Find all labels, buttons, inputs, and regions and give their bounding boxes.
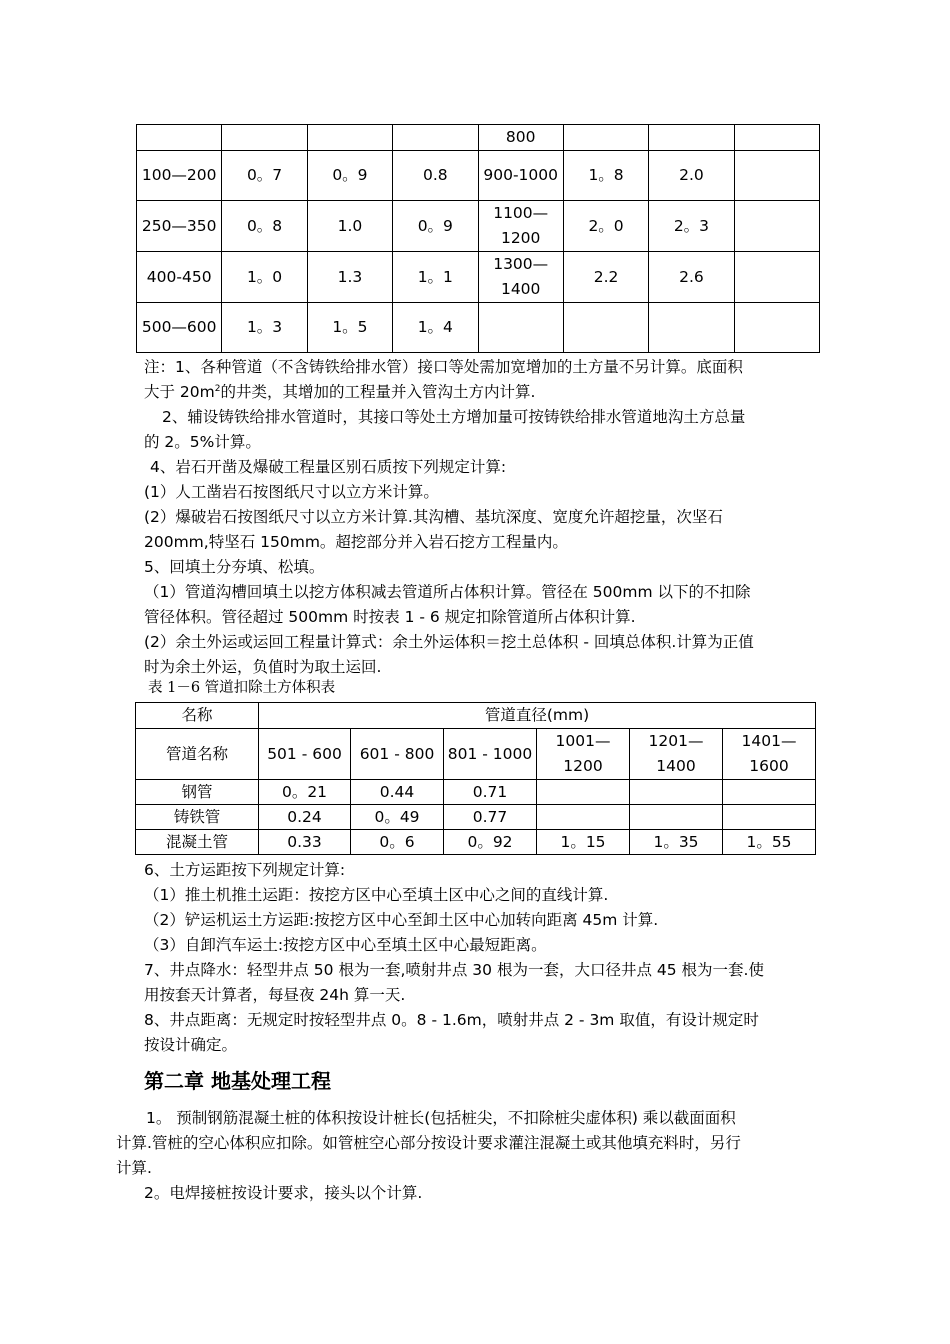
table-cell (734, 303, 819, 353)
table-cell: 1。3 (222, 303, 307, 353)
table-cell: 0。7 (222, 151, 307, 201)
note-2-line-2: 的 2。5%计算。 (144, 433, 261, 451)
table-cell: 1。55 (723, 830, 816, 855)
table-cell (734, 201, 819, 252)
table-cell: 0.24 (259, 805, 351, 830)
table-cell: 2。3 (649, 201, 734, 252)
table-cell: 250—350 (137, 201, 222, 252)
table-cell: 1300—1400 (478, 252, 563, 303)
table-row (136, 780, 816, 805)
table-row (137, 303, 820, 353)
table-cell (537, 780, 630, 805)
item-5-1-line-1: （1）管道沟槽回填土以挖方体积减去管道所占体积计算。管径在 500mm 以下的不扣除 (144, 583, 751, 601)
table-row (137, 252, 820, 303)
table-cell: 0.8 (393, 151, 478, 201)
table-cell (723, 780, 816, 805)
table-cell (393, 125, 478, 151)
chapter2-item-1-line-2: 计算.管桩的空心体积应扣除。如管桩空心部分按设计要求灌注混凝土或其他填充料时，另行 (116, 1134, 741, 1152)
table-cell: 100—200 (137, 151, 222, 201)
chapter2-item-2: 2。电焊接桩按设计要求，接头以个计算. (144, 1184, 423, 1202)
table-caption: 表 1－6 管道扣除土方体积表 (148, 680, 336, 696)
table-cell: 0.71 (444, 780, 537, 805)
table-cell: 1.0 (307, 201, 392, 252)
item-7-line-2: 用按套天计算者，每昼夜 24h 算一天. (144, 986, 406, 1004)
table-cell: 2.0 (649, 151, 734, 201)
note-2-line-1: 2、辅设铸铁给排水管道时，其接口等处土方增加量可按铸铁给排水管道地沟土方总量 (162, 408, 746, 426)
note-1-line-1: 注：1、各种管道（不含铸铁给排水管）接口等处需加宽增加的土方量不另计算。底面积 (144, 358, 743, 376)
table-cell: 0.77 (444, 805, 537, 830)
pipe-name-cell: 钢管 (136, 780, 259, 805)
table-cell: 800 (478, 125, 563, 151)
table-cell (630, 805, 723, 830)
header-name: 名称 (136, 703, 259, 729)
table-cell (649, 303, 734, 353)
pipe-name-cell: 铸铁管 (136, 805, 259, 830)
table-cell (563, 303, 648, 353)
table-cell (630, 780, 723, 805)
item-6: 6、土方运距按下列规定计算: (144, 861, 346, 879)
item-7-line-1: 7、井点降水：轻型井点 50 根为一套,喷射井点 30 根为一套，大口径井点 45 根为一套.使 (144, 961, 764, 979)
item-4-1: (1）人工凿岩石按图纸尺寸以立方米计算。 (144, 483, 439, 501)
table-cell: 1。35 (630, 830, 723, 855)
table-cell: 1。15 (537, 830, 630, 855)
table-cell: 1。0 (222, 252, 307, 303)
table-cell: 0。6 (351, 830, 444, 855)
table-cell: 1。4 (393, 303, 478, 353)
table-cell: 1。5 (307, 303, 392, 353)
table-cell: 900-1000 (478, 151, 563, 201)
table-cell: 0.44 (351, 780, 444, 805)
chapter-heading: 第二章 地基处理工程 (144, 1069, 331, 1093)
item-5-1-line-2: 管径体积。管径超过 500mm 时按表 1 - 6 规定扣除管道所占体积计算. (144, 608, 636, 626)
item-8-line-1: 8、井点距离：无规定时按轻型井点 0。8 - 1.6m，喷射井点 2 - 3m 取值，有设计规定时 (144, 1011, 759, 1029)
table-cell (734, 125, 819, 151)
header-range: 1401—1600 (723, 729, 816, 780)
item-4-2-line-1: (2）爆破岩石按图纸尺寸以立方米计算.其沟槽、基坑深度、宽度允许超挖量，次坚石 (144, 508, 723, 526)
header-range: 801 - 1000 (444, 729, 537, 780)
table-cell: 0。21 (259, 780, 351, 805)
table-row (137, 125, 820, 151)
header-range: 601 - 800 (351, 729, 444, 780)
table-cell: 2.2 (563, 252, 648, 303)
table-cell: 0。9 (307, 151, 392, 201)
table-cell: 500—600 (137, 303, 222, 353)
table-cell: 2。0 (563, 201, 648, 252)
header-pipe-name: 管道名称 (136, 729, 259, 780)
table-cell (307, 125, 392, 151)
table-cell: 1100—1200 (478, 201, 563, 252)
table-row (137, 201, 820, 252)
table-cell: 1。1 (393, 252, 478, 303)
table-row (137, 151, 820, 201)
table-row (136, 830, 816, 855)
item-5-2-line-1: (2）余土外运或运回工程量计算式：余土外运体积＝挖土总体积 - 回填总体积.计算为正值 (144, 633, 754, 651)
table-cell: 0.33 (259, 830, 351, 855)
table-cell (723, 805, 816, 830)
header-range: 1001—1200 (537, 729, 630, 780)
table-cell (478, 303, 563, 353)
item-6-2: （2）铲运机运土方运距:按挖方区中心至卸土区中心加转向距离 45m 计算. (144, 911, 659, 929)
table-cell (563, 125, 648, 151)
item-4-2-line-2: 200mm,特坚石 150mm。超挖部分并入岩石挖方工程量内。 (144, 533, 568, 551)
header-range: 1201—1400 (630, 729, 723, 780)
table-cell: 0。8 (222, 201, 307, 252)
table-cell: 0。49 (351, 805, 444, 830)
table-cell (537, 805, 630, 830)
table-cell (734, 252, 819, 303)
chapter2-item-1-line-1: 1。 预制钢筋混凝土桩的体积按设计桩长(包括桩尖，不扣除桩尖虚体积) 乘以截面面积 (146, 1109, 736, 1127)
table-cell: 1。8 (563, 151, 648, 201)
note-1-line-2: 大于 $20m^2$的井类，其增加的工程量并入管沟土方内计算. (144, 383, 536, 401)
header-range: 501 - 600 (259, 729, 351, 780)
table-cell: 1.3 (307, 252, 392, 303)
chapter2-item-1-line-3: 计算. (116, 1159, 152, 1177)
table-row (136, 805, 816, 830)
item-5-2-line-2: 时为余土外运，负值时为取土运回. (144, 658, 382, 676)
item-6-3: （3）自卸汽车运土:按挖方区中心至填土区中心最短距离。 (144, 936, 547, 954)
header-diameter: 管道直径(mm) (259, 703, 816, 729)
item-8-line-2: 按设计确定。 (144, 1036, 238, 1054)
table-cell (734, 151, 819, 201)
pipe-name-cell: 混凝土管 (136, 830, 259, 855)
item-5: 5、回填土分夯填、松填。 (144, 558, 325, 576)
table-cell (649, 125, 734, 151)
widening-coefficient-table (136, 124, 820, 353)
item-6-1: （1）推土机推土运距：按挖方区中心至填土区中心之间的直线计算. (144, 886, 609, 904)
table-cell: 0。9 (393, 201, 478, 252)
table-cell (137, 125, 222, 151)
pipe-deduction-table (135, 702, 816, 855)
table-cell: 2.6 (649, 252, 734, 303)
item-4: 4、岩石开凿及爆破工程量区别石质按下列规定计算: (150, 458, 507, 476)
table-cell: 400-450 (137, 252, 222, 303)
table-cell (222, 125, 307, 151)
table-cell: 0。92 (444, 830, 537, 855)
